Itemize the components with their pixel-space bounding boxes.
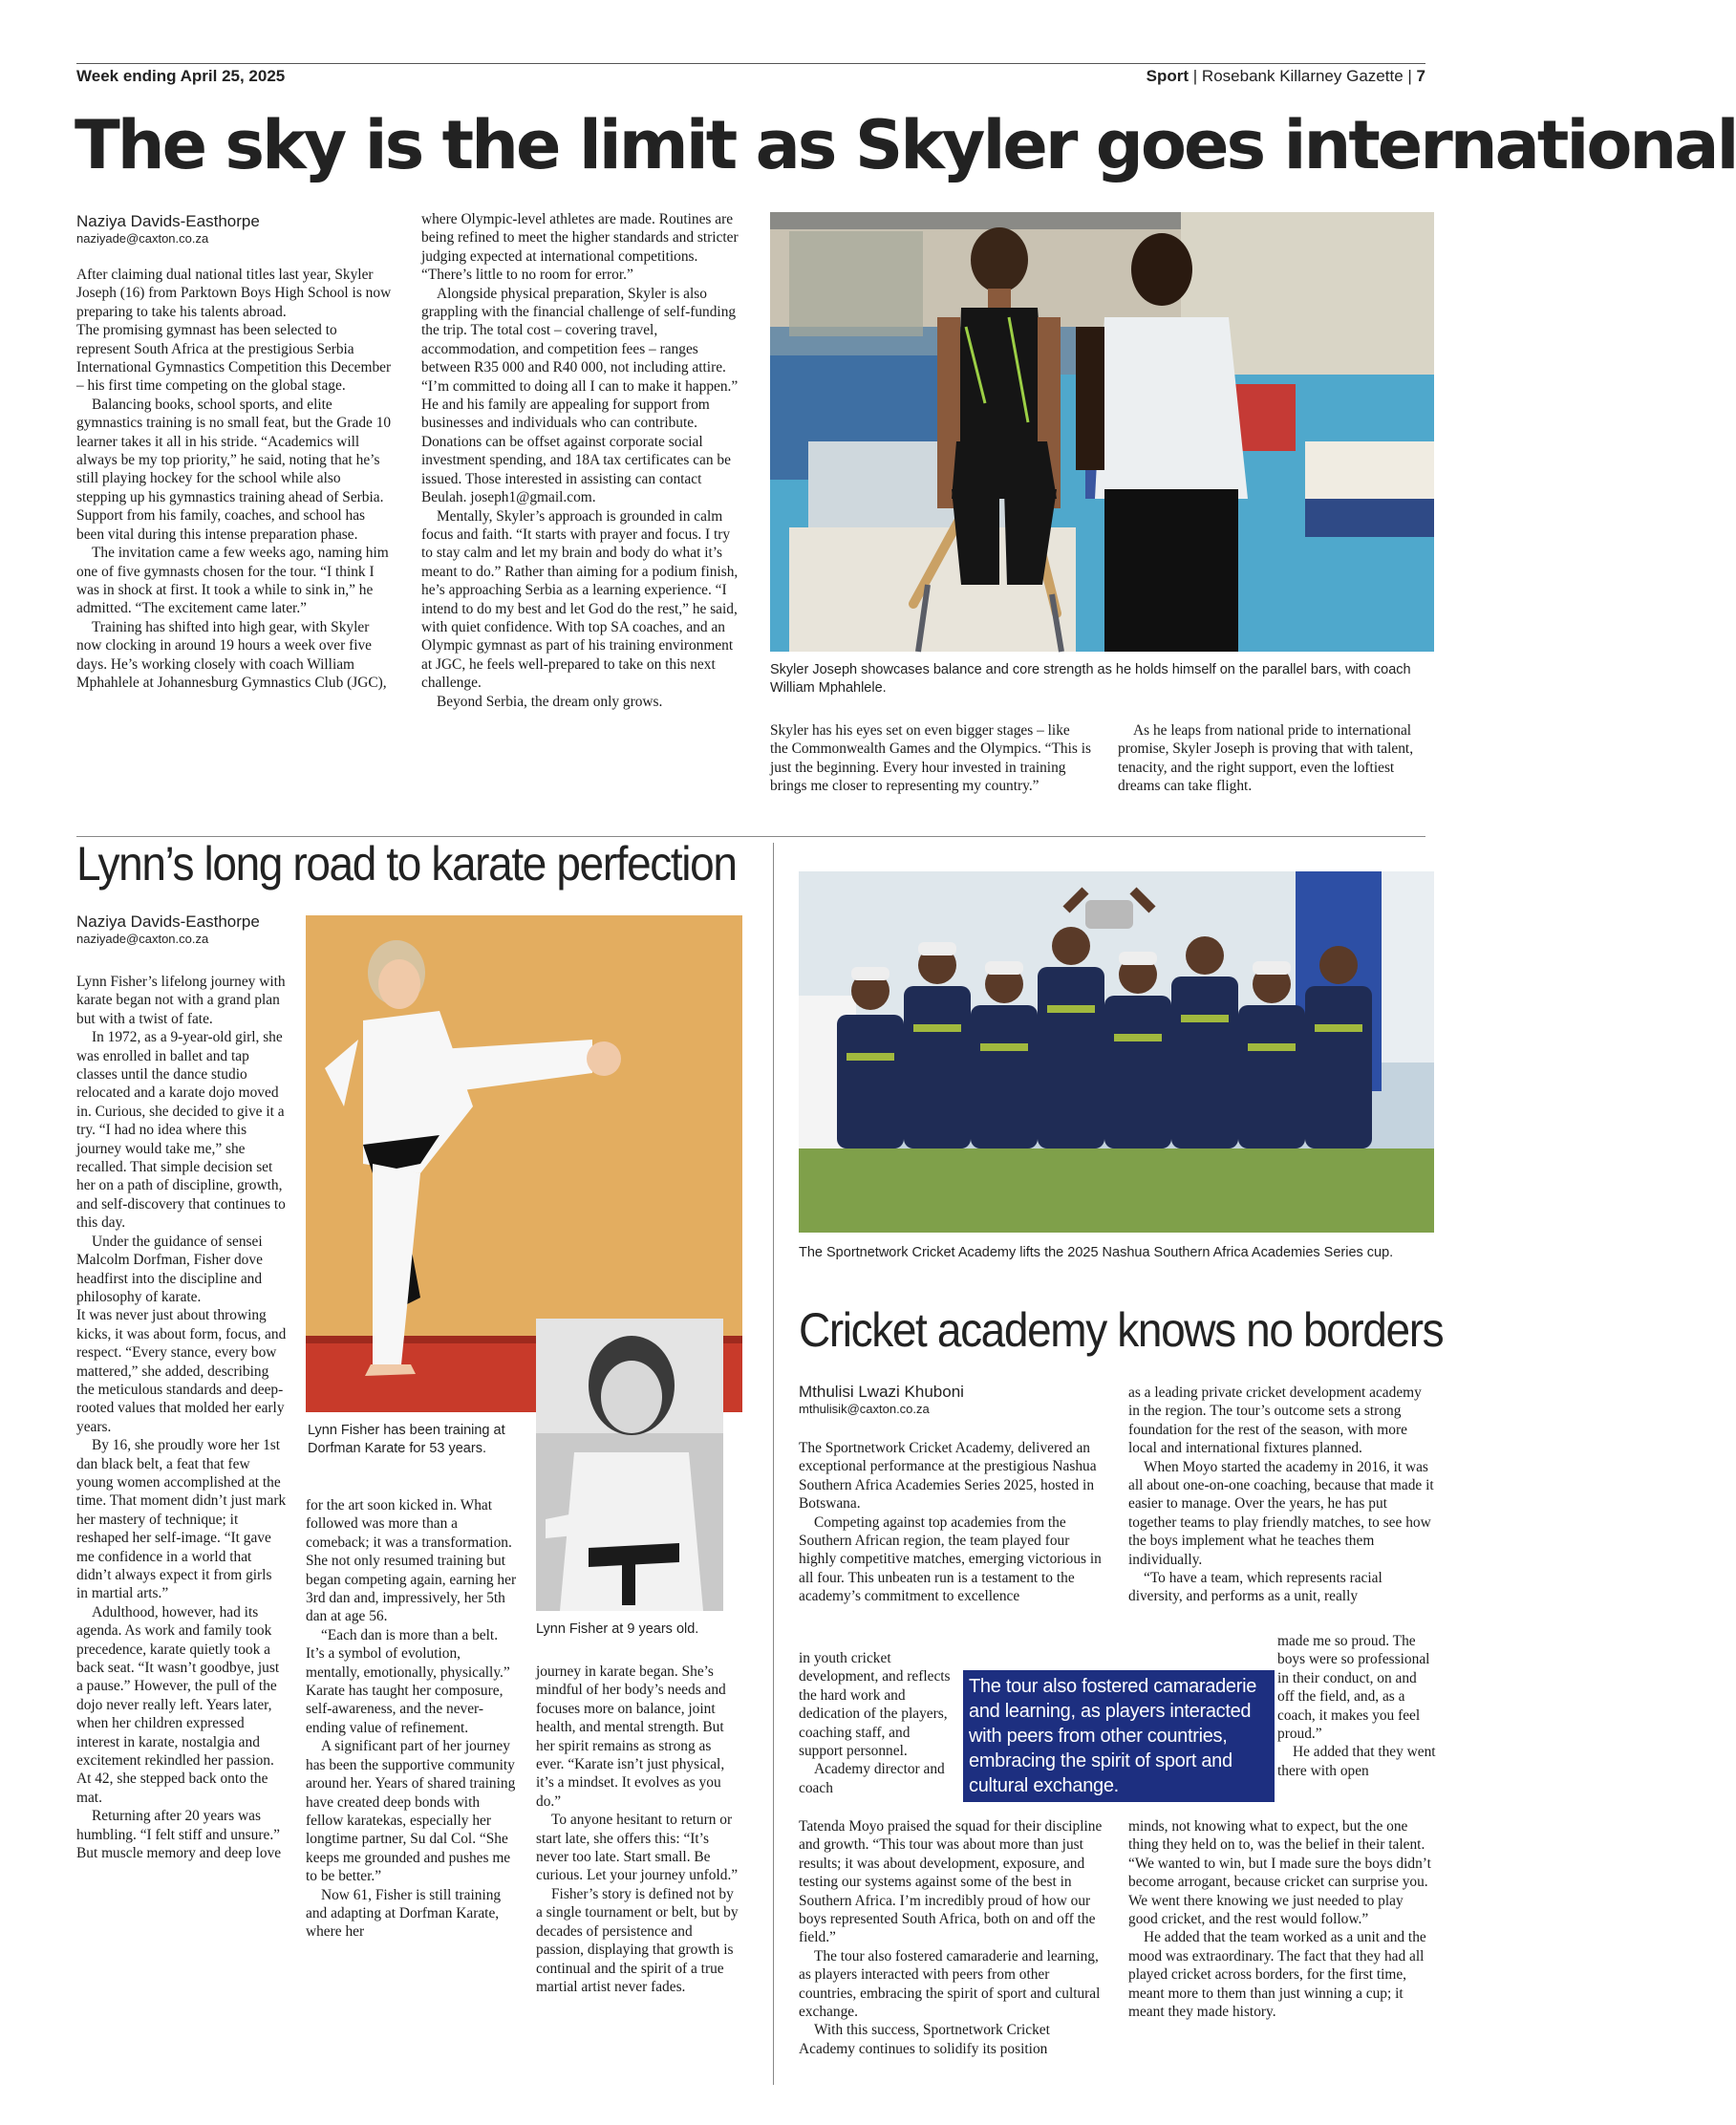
lynn-col-2 — [306, 1496, 518, 1942]
skyler-col-3 — [770, 721, 1091, 796]
paragraph: Adulthood, however, had its agenda. As work and family took precedence, karate quietly took a back seat. “It wasn’t goodbye, just a pause.” However, the pull of the dojo never really left. Years later, when her children expressed interest in karate, nostalgia and excitement rekindled her passion. At 42, she stepped back onto the mat. — [76, 1603, 280, 1806]
paragraph: Lynn Fisher’s lifelong journey with karate began not with a grand plan but with a twist of fate. — [76, 974, 286, 1027]
skyler-col-2 — [421, 210, 739, 711]
paragraph: As he leaps from national pride to international promise, Skyler Joseph is proving that with talent, tenacity, and the right support, even the loftiest dreams can take flight. — [1118, 722, 1414, 795]
lynn-photo-caption: Lynn Fisher has been training at Dorfman Karate for 53 years. — [308, 1423, 505, 1456]
lynn-young-caption: Lynn Fisher at 9 years old. — [536, 1621, 699, 1637]
paragraph: The tour also fostered camaraderie and learning, as players interacted with peers from other countries, embracing the spirit of sport and cultural exchange. — [799, 1947, 1101, 2021]
page-folio: Sport | Rosebank Killarney Gazette | 7 — [1146, 67, 1425, 85]
paragraph: When Moyo started the academy in 2016, it was all about one-on-one coaching, because that made it easier to manage. Over the years, he has put together teams to play friendly matches, to see how the boys implement what he teaches them individually. — [1128, 1458, 1434, 1568]
cricket-col-1-narrow — [799, 1649, 957, 1797]
paragraph: Skyler has his eyes set on even bigger stages – like the Commonwealth Games and the Olympics. “This is just the beginning. Every hour invested in training brings me closer to representing my country.” — [770, 722, 1091, 795]
byline-email: naziyade@caxton.co.za — [76, 231, 209, 246]
lynn-byline — [76, 912, 260, 947]
cricket-byline — [799, 1383, 964, 1417]
paragraph: made me so proud. The boys were so professional in their conduct, on and off the field, and, as a coach, it makes you feel proud.” — [1277, 1633, 1430, 1743]
cricket-col-1-top — [799, 1439, 1106, 1606]
lynn-headline: Lynn’s long road to karate perfection — [76, 837, 737, 891]
paragraph: The promising gymnast has been selected to represent South Africa at the prestigious Serbia International Gymnastics Competition this December – his first time competing on the global stage. — [76, 322, 392, 395]
paragraph: By 16, she proudly wore her 1st dan black belt, a feat that few young women accomplished at the time. That moment didn’t just mark her mastery of technique; it reshaped her self-image. “It gave me confidence in a world that didn’t always expect it from girls in martial arts.” — [76, 1437, 287, 1602]
paragraph: Training has shifted into high gear, with Skyler now clocking in around 19 hours a week over five days. He’s working closely with coach William Mphahlele at Johannesburg Gymnastics Club (JGC), — [76, 618, 387, 691]
paragraph: Academy director and coach — [799, 1761, 945, 1796]
cricket-col-2-bottom — [1128, 1817, 1436, 2021]
paragraph: He added that they went there with open — [1277, 1744, 1436, 1779]
paragraph: journey in karate began. She’s mindful of her body’s needs and focuses more on balance, joint health, and mental strength. But her spirit remains as strong as ever. “Karate isn’t just physical, it’s a mindset. It evolves as you do.” — [536, 1664, 726, 1810]
skyler-col-1 — [76, 266, 394, 692]
paragraph: Under the guidance of sensei Malcolm Dorfman, Fisher dove headfirst into the discipline and philosophy of karate. — [76, 1233, 263, 1305]
cricket-col-1-bottom — [799, 1817, 1106, 2058]
young-lynn-illustration — [536, 1319, 723, 1611]
column-divider — [773, 843, 774, 2085]
paragraph: where Olympic-level athletes are made. Routines are being refined to meet the higher standards and stricter judging expected at international competitions. “There’s little to no room for error.” — [421, 211, 739, 284]
skyler-photo — [770, 212, 1434, 652]
paragraph: After claiming dual national titles last year, Skyler Joseph (16) from Parktown Boys High School is now preparing to take his talents abroad. — [76, 267, 392, 320]
pull-quote: The tour also fostered camaraderie and learning, as players interacted with peers from other countries, embracing the spirit of sport and cultural exchange. — [963, 1670, 1275, 1802]
lynn-young-photo — [536, 1319, 723, 1611]
skyler-headline: The sky is the limit as Skyler goes international — [75, 106, 1736, 184]
paragraph: Fisher’s story is defined not by a single tournament or belt, but by decades of persistence and passion, displaying that growth is continual and the spirit of a true martial artist never fades. — [536, 1885, 739, 1995]
byline-name: Naziya Davids-Easthorpe — [76, 212, 260, 230]
paragraph: Alongside physical preparation, Skyler is also grappling with the financial challenge of self-funding the trip. The total cost – covering travel, accommodation, and competition fees – ranges between R35 000 and R40 000, not including attire. “I’m committed to doing all I can to make it happen.” He and his family are appealing for support from businesses and individuals who can contribute. Donations can be offset against corporate social investment spending, and 18A tax certificates can be issued. Those interested in assisting can contact Beulah. joseph1@gmail.com. — [421, 285, 739, 506]
byline-name: Naziya Davids-Easthorpe — [76, 912, 260, 931]
skyler-photo-caption: Skyler Joseph showcases balance and core strength as he holds himself on the parallel bars, with coach William Mphahlele. — [770, 662, 1411, 696]
paragraph: With this success, Sportnetwork Cricket Academy continues to solidify its position — [799, 2022, 1050, 2057]
lynn-col-1 — [76, 973, 287, 1863]
paragraph: “To have a team, which represents racial diversity, and performs as a unit, really — [1128, 1570, 1382, 1605]
paragraph: Tatenda Moyo praised the squad for their discipline and growth. “This tour was about more than just results; it was about development, exposure, and testing our systems against some of the best in Southern Africa. I’m incredibly proud of how our boys represented South Africa, both on and off the field.” — [799, 1818, 1103, 1946]
cricket-photo-caption: The Sportnetwork Cricket Academy lifts the 2025 Nashua Southern Africa Academies Series cup. — [799, 1245, 1394, 1260]
top-rule — [76, 63, 1425, 64]
paragraph: He added that the team worked as a unit and the mood was extraordinary. The fact that they had all played cricket across borders, for the first time, meant more to them than just winning a cup; it meant they made history. — [1128, 1929, 1426, 2021]
byline-name: Mthulisi Lwazi Khuboni — [799, 1383, 964, 1401]
skyler-gym-illustration — [770, 212, 1434, 652]
cricket-col-2-narrow — [1277, 1632, 1436, 1780]
paragraph: Mentally, Skyler’s approach is grounded in calm focus and faith. “It starts with prayer and focus. I try to stay calm and let my brain and body do what it’s meant to do.” Rather than aiming for a podium finish, he’s approaching Serbia as a learning experience. “I intend to do my best and let God do the rest,” he said, with quiet confidence. With top SA coaches, and an Olympic gymnast as part of his training environment at JGC, he feels well-prepared to take on this next challenge. — [421, 507, 739, 692]
paragraph: In 1972, as a 9-year-old girl, she was enrolled in ballet and tap classes until the dance studio relocated and a karate dojo moved in. Curious, she decided to give it a try. “I had no idea where this journey would take me,” she recalled. That simple decision set her on a path of discipline, growth, and self-discovery that continues to this day. — [76, 1029, 286, 1232]
cricket-photo — [799, 871, 1434, 1233]
page-number: 7 — [1416, 67, 1425, 85]
cricket-team-illustration — [799, 871, 1434, 1233]
paragraph: as a leading private cricket development academy in the region. The tour’s outcome sets a strong foundation for the rest of the season, with more local and international fixtures planned. — [1128, 1384, 1422, 1457]
paragraph: minds, not knowing what to expect, but the one thing they held on to, was the belief in their talent. “We wanted to win, but I made sure the boys didn’t become arrogant, because cricket can surprise you. We went there knowing we just needed to play good cricket, and the rest would follow.” — [1128, 1818, 1431, 1928]
paragraph: Now 61, Fisher is still training and adapting at Dorfman Karate, where her — [306, 1886, 502, 1941]
lynn-col-3 — [536, 1663, 740, 1996]
paragraph: Competing against top academies from the Southern African region, the team played four highly competitive matches, emerging victorious in all four. This unbeaten run is a testament to the academy’s commitment to excellence — [799, 1513, 1102, 1605]
paragraph: “Each dan is more than a belt. It’s a symbol of evolution, mentally, emotionally, physically.” Karate has taught her composure, self-awareness, and the never-ending value of refinement. — [306, 1626, 510, 1736]
paragraph: It was never just about throwing kicks, it was about form, focus, and respect. “Every stance, every bow mattered,” she added, describing the meticulous standards and deep-rooted values that molded her early years. — [76, 1307, 287, 1435]
byline-email: naziyade@caxton.co.za — [76, 932, 209, 946]
paragraph: Balancing books, school sports, and elite gymnastics training is no small feat, but the Grade 10 learner takes it all in his stride. “Academics will always be my top priority,” he said, noting that he’s still playing hockey for the school while also stepping up his gymnastics training ahead of Serbia. Support from his family, coaches, and school has been vital during this intense preparation phase. — [76, 396, 392, 543]
cricket-col-2-top — [1128, 1384, 1436, 1606]
paragraph: A significant part of her journey has been the supportive community around her. Years of shared training have created deep bonds with fellow karatekas, especially her longtime partner, Su dal Col. “She keeps me grounded and pushes me to be better.” — [306, 1738, 516, 1885]
paragraph: The Sportnetwork Cricket Academy, delivered an exceptional performance at the prestigious Nashua Southern Africa Academies Series 2025, hosted in Botswana. — [799, 1440, 1097, 1513]
skyler-col-4 — [1118, 721, 1435, 796]
paragraph: in youth cricket development, and reflects the hard work and dedication of the players, coaching staff, and support personnel. — [799, 1650, 951, 1760]
cricket-headline: Cricket academy knows no borders — [799, 1303, 1444, 1357]
byline-email: mthulisik@caxton.co.za — [799, 1402, 930, 1416]
paragraph: The invitation came a few weeks ago, naming him one of five gymnasts chosen for the tour. “I think I was in shock at first. It took a while to sink in,” he admitted. “The excitement came later.” — [76, 545, 389, 617]
paragraph: for the art soon kicked in. What followed was more than a comeback; it was a transformation. She not only resumed training but began competing again, earning her 3rd dan and, impressively, her 5th dan at age 56. — [306, 1497, 517, 1625]
paper-name: Rosebank Killarney Gazette — [1201, 67, 1404, 85]
edition-date: Week ending April 25, 2025 — [76, 67, 286, 85]
paragraph: To anyone hesitant to return or start late, she offers this: “It’s never too late. Start small. Be curious. Let your journey unfold.” — [536, 1812, 739, 1884]
paragraph: Beyond Serbia, the dream only grows. — [437, 693, 663, 710]
skyler-byline — [76, 212, 260, 247]
paragraph: Returning after 20 years was humbling. “I felt stiff and unsure.” But muscle memory and deep love — [76, 1808, 282, 1862]
section-name: Sport — [1146, 67, 1189, 85]
